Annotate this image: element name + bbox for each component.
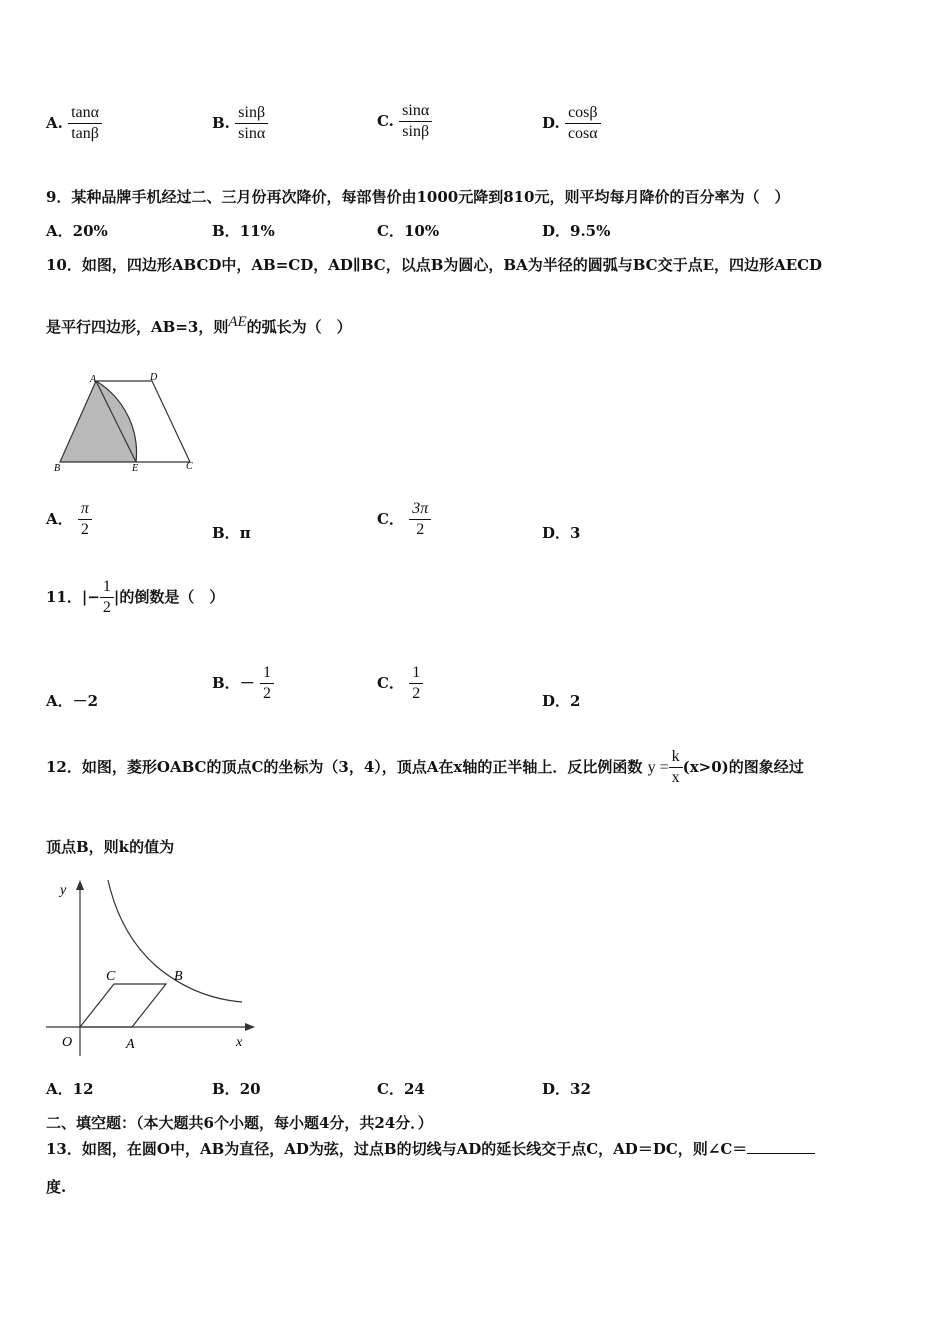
q10-option-d: D．3 [542, 524, 581, 542]
q10-label-a: A [90, 374, 97, 385]
q10-option-c: C． $\frac{3\pi}{2}$ [377, 500, 431, 540]
q11-option-a: A．－2 [46, 692, 99, 710]
q12-option-c: C．24 [377, 1080, 425, 1098]
q10-option-b: B．π [212, 524, 251, 542]
q12-label-a: A [126, 1037, 135, 1052]
q10-option-c-fraction: $\frac{3\pi}{2}$ [409, 500, 431, 540]
q9-option-b: B．11% [212, 222, 275, 240]
q8-option-d: D. $\frac{\cos\beta}{\cos\alpha}$ [542, 104, 601, 144]
q12-func-lhs: y = [647, 758, 669, 776]
q12-label-y: y [60, 883, 67, 898]
q10-option-a-fraction: $\frac{\pi}{2}$ [78, 500, 92, 540]
q8-option-c-fraction: $\frac{\sin\alpha}{\sin\beta}$ [399, 102, 432, 142]
q8-option-a-fraction: $\frac{\tan\alpha}{\tan\beta}$ [68, 104, 102, 144]
q11-option-b-fraction: $\frac{1}{2}$ [260, 664, 274, 704]
q11-option-c-fraction: $\frac{1}{2}$ [409, 664, 423, 704]
q13-line2: 度. [46, 1178, 67, 1196]
q12-option-b: B．20 [212, 1080, 261, 1098]
q8-option-b: B. $\frac{\sin\beta}{\sin\alpha}$ [212, 104, 268, 144]
q9-option-d: D．9.5% [542, 222, 611, 240]
q8-option-a: A. $\frac{\tan\alpha}{\tan\beta}$ [46, 104, 102, 144]
q10-arc-ae: AE [228, 314, 247, 330]
q12-option-d: D．32 [542, 1080, 591, 1098]
q8-option-c: C. $\frac{\sin\alpha}{\sin\beta}$ [377, 102, 432, 142]
q12-label-x: x [236, 1035, 243, 1050]
q8-option-d-fraction: $\frac{\cos\beta}{\cos\alpha}$ [565, 104, 601, 144]
q12-line2: 顶点B，则k的值为 [46, 838, 175, 856]
q12-label-o: O [62, 1035, 73, 1050]
q12-x-arrow [245, 1023, 255, 1031]
q9-option-c: C．10% [377, 222, 440, 240]
q10-line2: 是平行四边形，AB=3，则AE的弧长为（ ） [46, 314, 352, 336]
q12-rhombus [80, 984, 166, 1027]
q13-line1: 13．如图，在圆O中，AB为直径，AD为弦，过点B的切线与AD的延长线交于点C，AD＝DC，则∠C＝ [46, 1138, 815, 1159]
q12-label-c: C [106, 969, 116, 984]
q11-option-d: D．2 [542, 692, 581, 710]
q9-text: 9．某种品牌手机经过二、三月份再次降价，每部售价由1000元降到810元，则平均每月降价的百分率为（ ） [46, 188, 790, 206]
section2-title: 二、填空题：（本大题共6个小题，每小题4分，共24分．） [46, 1114, 433, 1132]
q13-answer-blank[interactable] [747, 1139, 815, 1154]
q11-text: 11．|− $\frac{1}{2}$ |的倒数是（ ） [46, 578, 225, 617]
q10-label-e: E [132, 463, 139, 474]
q10-label-d: D [150, 372, 158, 383]
q10-line1: 10．如图，四边形ABCD中，AB=CD，AD∥BC，以点B为圆心，BA为半径的圆弧与BC交于点E，四边形AECD [46, 256, 823, 274]
q11-fraction: $\frac{1}{2}$ [100, 578, 114, 618]
q12-y-arrow [76, 880, 84, 890]
q12-line1: 12．如图，菱形OABC的顶点C的坐标为（3，4），顶点A在x轴的正半轴上．反比例函数 y = $\frac{k}{x}$ (x>0)的图象经过 [46, 748, 804, 787]
q10-option-a: A． $\frac{\pi}{2}$ [46, 500, 92, 540]
q12-option-a: A．12 [46, 1080, 94, 1098]
q12-label-b: B [174, 969, 183, 984]
q12-figure [44, 876, 259, 1056]
q12-func-fraction: $\frac{k}{x}$ [669, 748, 683, 788]
q8-option-b-fraction: $\frac{\sin\beta}{\sin\alpha}$ [235, 104, 268, 144]
q10-label-c: C [186, 461, 193, 472]
q10-label-b: B [54, 463, 61, 474]
q10-figure [50, 370, 200, 475]
q11-option-b: B．－ $\frac{1}{2}$ [212, 664, 274, 704]
q9-option-a: A．20% [46, 222, 108, 240]
q11-option-c: C． $\frac{1}{2}$ [377, 664, 423, 704]
q10-shaded-region [60, 381, 136, 462]
